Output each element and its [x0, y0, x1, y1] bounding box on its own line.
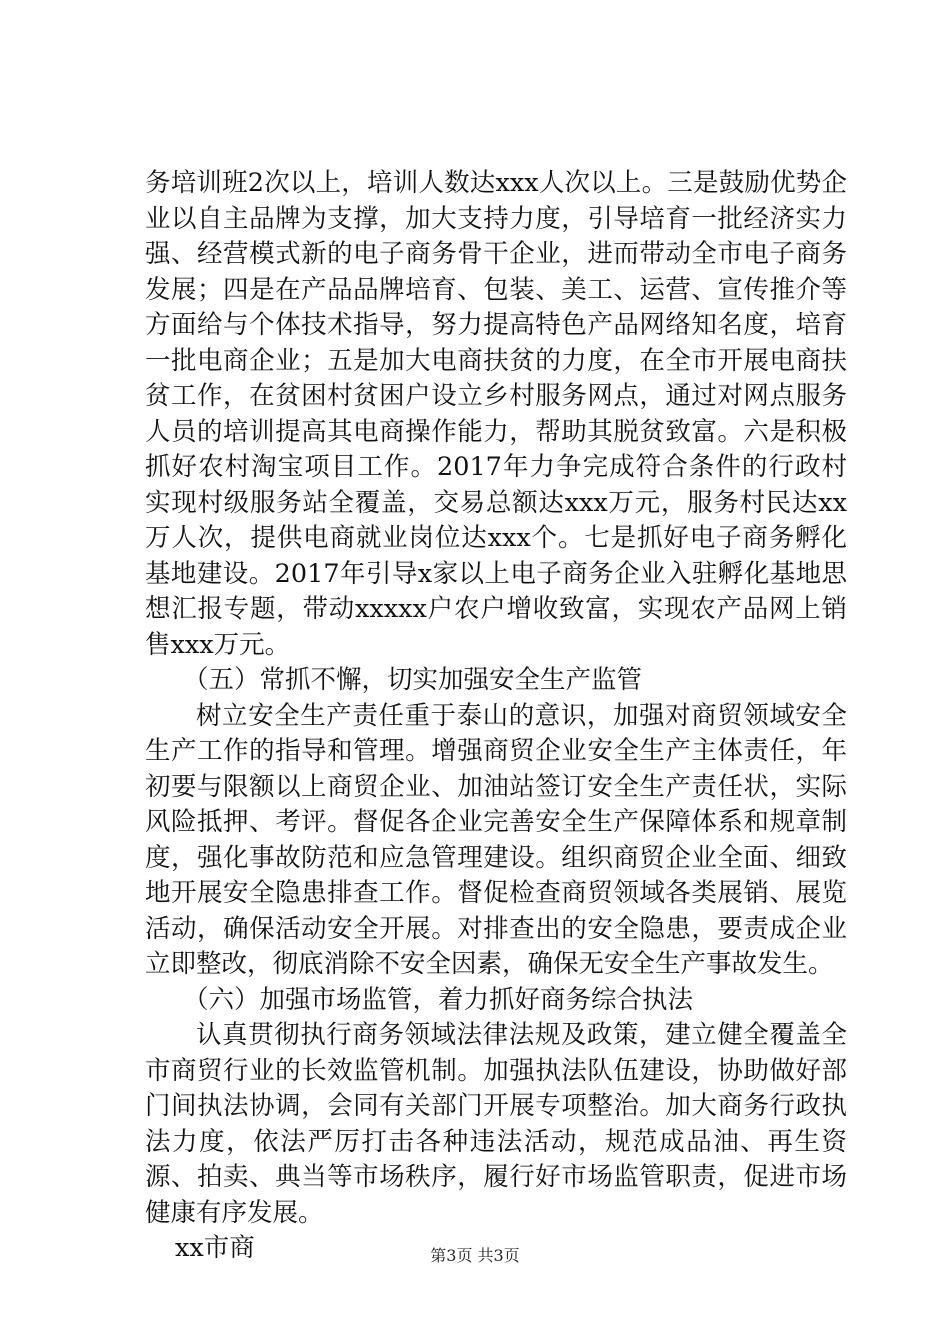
- paragraph-continued: 务培训班2次以上，培训人数达xxx人次以上。三是鼓励优势企业以自主品牌为支撑，加大支持力度，引导培育一批经济实力强、经营模式新的电子商务骨干企业，进而带动全市电子商务发展；四是在产品品牌培育、包装、美工、运营、宣传推介等方面给与个体技术指导，努力提高特色产品网络知名度，培育一批电商企业；五是加大电商扶贫的力度，在全市开展电商扶贫工作，在贫困村贫困户设立乡村服务网点，通过对网点服务人员的培训提高其电商操作能力，帮助其脱贫致富。六是积极抓好农村淘宝项目工作。2017年力争完成符合条件的行政村实现村级服务站全覆盖，交易总额达xxx万元，服务村民达xx万人次，提供电商就业岗位达xxx个。七是抓好电子商务孵化基地建设。2017年引导x家以上电子商务企业入驻孵化基地思想汇报专题，带动xxxxx户农户增收致富，实现农产品网上销售xxx万元。: [145, 168, 847, 660]
- page-footer: 第3页 共3页: [430, 1246, 520, 1265]
- section-heading-6: （六）加强市场监管，着力抓好商务综合执法: [183, 984, 694, 1015]
- section-heading-5: （五）常抓不懈，切实加强安全生产监管: [183, 665, 643, 695]
- paragraph-market: 认真贯彻执行商务领域法律法规及政策，建立健全覆盖全市商贸行业的长效监管机制。加强执法队伍建设，协助做好部门间执法协调，会同有关部门开展专项整治。加大商务行政执法力度，依法严厉打击各种违法活动，规范成品油、再生资源、拍卖、典当等市场秩序，履行好市场监管职责，促进市场健康有序发展。: [145, 1020, 847, 1228]
- signature-line: xx市商: [175, 1233, 255, 1263]
- paragraph-safety: 树立安全生产责任重于泰山的意识，加强对商贸领域安全生产工作的指导和管理。增强商贸企业安全生产主体责任，年初要与限额以上商贸企业、加油站签订安全生产责任状，实际风险抵押、考评。督促各企业完善安全生产保障体系和规章制度，强化事故防范和应急管理建设。组织商贸企业全面、细致地开展安全隐患排查工作。督促检查商贸领域各类展销、展览活动，确保活动安全开展。对排查出的安全隐患，要责成企业立即整改，彻底消除不安全因素，确保无安全生产事故发生。: [145, 700, 847, 979]
- document-body: [145, 166, 847, 1267]
